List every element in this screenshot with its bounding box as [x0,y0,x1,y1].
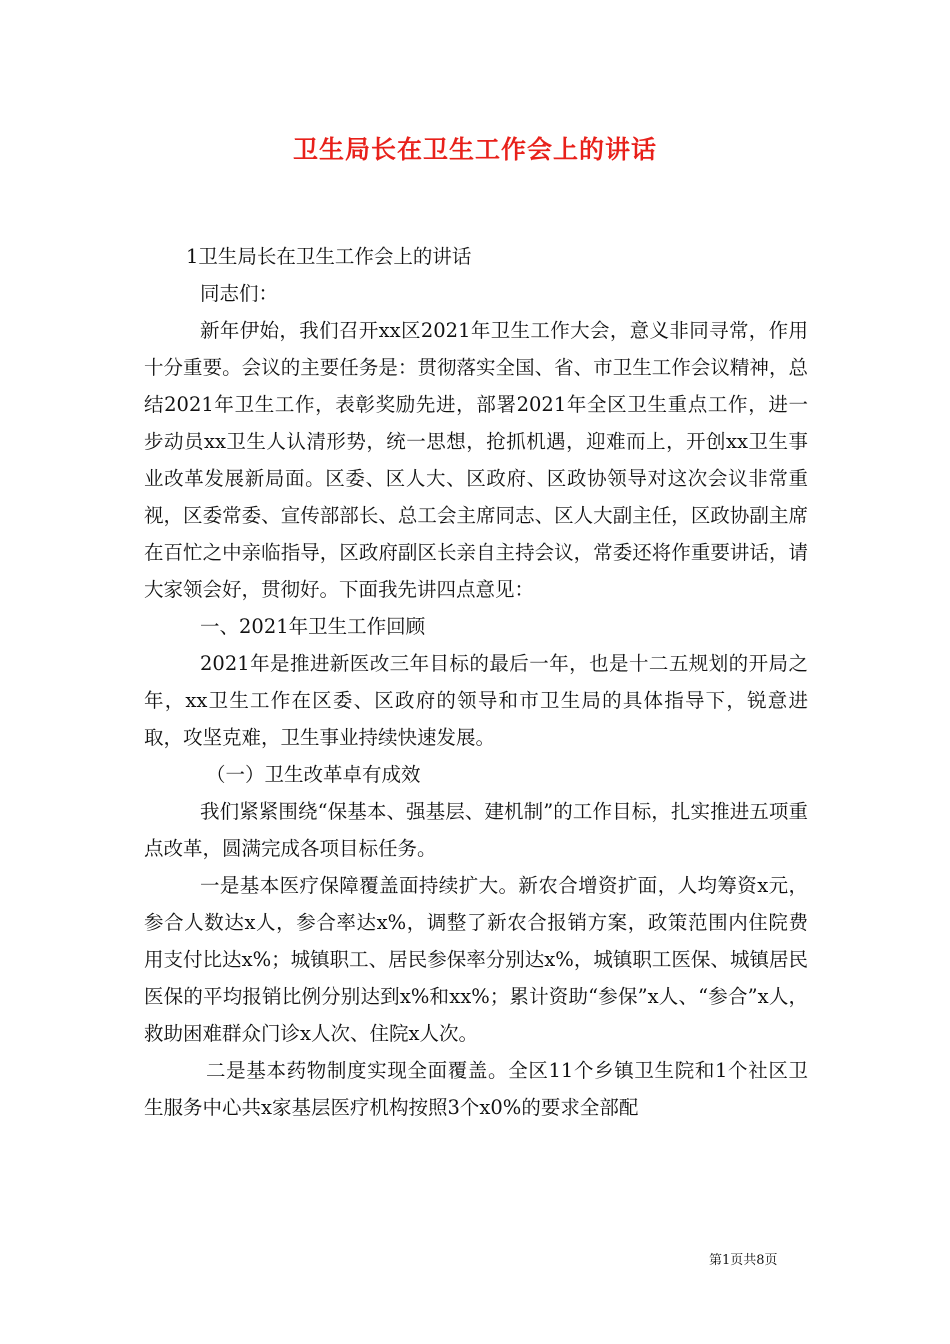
subsection-heading: （一）卫生改革卓有成效 [206,763,421,786]
page-number-footer: 第1页共8页 [709,1253,778,1268]
body-paragraph: 新年伊始，我们召开xx区2021年卫生工作大会，意义非同寻常，作用十分重要。会议的主要任务是：贯彻落实全国、省、市卫生工作会议精神，总结2021年卫生工作，表彰奖励先进，部署2021年全区卫生重点工作，进一步动员xx卫生人认清形势，统一思想，抢抓机遇，迎难而上，开创xx卫生事业改革发展新局面。区委、区人大、区政府、区政协领导对这次会议非常重视，区委常委、宣传部部长、总工会主席同志、区人大副主任，区政协副主席在百忙之中亲临指导，区政府副区长亲自主持会议，常委还将作重要讲话，请大家领会好，贯彻好。下面我先讲四点意见： [144,319,808,601]
section-heading: 一、2021年卫生工作回顾 [200,615,426,638]
subtitle-paragraph: 1卫生局长在卫生工作会上的讲话 [186,245,472,268]
salutation-paragraph: 同志们： [200,282,279,305]
body-paragraph: 二是基本药物制度实现全面覆盖。全区11个乡镇卫生院和1个社区卫生服务中心共x家基层医疗机构按照3个x0%的要求全部配 [144,1059,808,1119]
body-paragraph: 我们紧紧围绕“保基本、强基层、建机制”的工作目标，扎实推进五项重点改革，圆满完成各项目标任务。 [144,800,808,860]
body-paragraph: 2021年是推进新医改三年目标的最后一年，也是十二五规划的开局之年，xx卫生工作在区委、区政府的领导和市卫生局的具体指导下，锐意进取，攻坚克难，卫生事业持续快速发展。 [144,652,808,749]
document-body [144,238,808,1126]
body-paragraph: 一是基本医疗保障覆盖面持续扩大。新农合增资扩面，人均筹资x元，参合人数达x人，参合率达x%，调整了新农合报销方案，政策范围内住院费用支付比达x%；城镇职工、居民参保率分别达x%，城镇职工医保、城镇居民医保的平均报销比例分别达到x%和xx%；累计资助“参保”x人、“参合”x人，救助困难群众门诊x人次、住院x人次。 [144,874,808,1045]
document-title: 卫生局长在卫生工作会上的讲话 [292,135,657,164]
